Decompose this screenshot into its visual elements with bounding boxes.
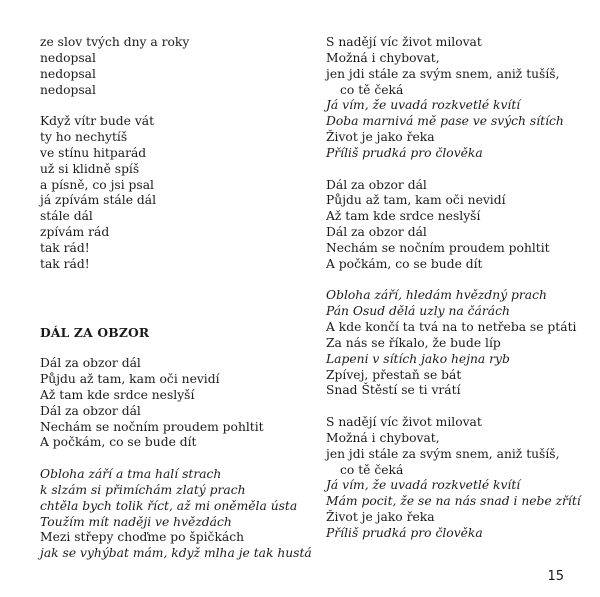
lyric-line: Nechám se nočním proudem pohltit [40,419,264,434]
stanza [326,178,588,273]
lyric-line: ze slov tvých dny a roky [40,35,190,49]
lyric-line: já zpívám stále dál [40,193,157,208]
stanza-gap [326,162,588,178]
lyric-line: ve stínu hitparád [40,145,147,160]
lyric-line-italic: Mám pocit, že se na nás snad i nebe zřítí [326,494,581,509]
lyric-line-italic: Já vím, že uvadá rozkvetlé kvítí [326,98,521,113]
lyric-line: už si klidně spíš [40,161,140,176]
section-gap [40,273,310,325]
lyric-line: A počkám, co se bude dít [326,256,483,271]
left-column [40,35,310,562]
lyric-line: Možná i chybovat, [326,430,440,445]
lyric-line: Až tam kde srdce neslyší [40,387,195,402]
lyric-line: Zpívej, přestaň se bát [326,367,462,382]
lyric-line-italic: k slzám si přimíchám zlatý prach [40,482,246,497]
lyric-line: Život je jako řeka [326,130,435,145]
stanza [326,415,588,542]
page-number: 15 [547,569,564,584]
stanza [40,35,310,98]
lyric-line-italic: Pán Osud dělá uzly na čárách [326,304,510,319]
lyric-line-italic: Obloha září a tma halí strach [40,467,222,482]
stanza-gap [326,399,588,415]
right-column [326,35,588,542]
song-title: DÁL ZA OBZOR [40,324,150,340]
lyric-line: a písně, co jsi psal [40,177,154,192]
lyric-line: Život je jako řeka [326,510,435,525]
lyric-line: Dál za obzor dál [326,225,427,240]
stanza-gap [40,451,310,467]
lyric-line: jen jdi stále za svým snem, aniž tušíš, [326,66,560,81]
lyric-line: S nadějí víc život milovat [326,415,482,430]
stanza-gap [40,98,310,114]
lyric-line: nedopsal [40,82,96,97]
stanza [40,467,310,562]
lyric-line: zpívám rád [40,225,110,240]
lyric-line-italic: Příliš prudká pro člověka [326,526,483,541]
lyric-line: nedopsal [40,66,96,81]
lyric-line: stále dál [40,209,93,224]
lyric-line: Až tam kde srdce neslyší [326,209,481,224]
lyric-line-italic: Obloha září, hledám hvězdný prach [326,288,547,303]
lyric-line-italic: chtěla bych tolik říct, až mi oněměla ústa [40,498,298,513]
lyric-line: S nadějí víc život milovat [326,35,482,49]
lyric-line: Půjdu až tam, kam oči nevidí [326,193,506,208]
stanza-gap [326,273,588,289]
lyric-line: A kde končí ta tvá na to netřeba se ptáti [326,320,577,335]
lyric-line: Když vítr bude vát [40,114,155,129]
lyric-line: jen jdi stále za svým snem, aniž tušíš, [326,446,560,461]
lyric-line: Mezi střepy choďme po špičkách [40,530,245,545]
lyric-line: A počkám, co se bude dít [40,435,197,450]
lyric-line: Dál za obzor dál [40,403,141,418]
lyric-line-italic: jak se vyhýbat mám, když mlha je tak hustá [40,546,312,561]
lyric-line: Nechám se nočním proudem pohltit [326,240,550,255]
lyric-line: Dál za obzor dál [40,356,141,371]
lyric-line: Snad Štěstí se ti vrátí [326,383,461,398]
lyric-line: tak rád! [40,240,90,255]
lyric-line: co tě čeká [340,462,404,477]
lyric-line-italic: Lapeni v sítích jako hejna ryb [326,351,510,366]
stanza [40,356,310,451]
lyric-line-italic: Příliš prudká pro člověka [326,145,483,160]
lyric-line-italic: Doba marnivá mě pase ve svých sítích [326,114,564,129]
lyric-line: Půjdu až tam, kam oči nevidí [40,372,220,387]
stanza-gap [40,340,310,356]
lyric-line: Za nás se říkalo, že bude líp [326,335,501,350]
stanza [326,288,588,399]
lyric-line: co tě čeká [340,82,404,97]
lyric-line: Dál za obzor dál [326,177,427,192]
lyric-line: ty ho nechytíš [40,130,128,145]
stanza [326,35,588,162]
lyric-line-italic: Toužím mít naději ve hvězdách [40,514,232,529]
lyric-line: Možná i chybovat, [326,50,440,65]
lyric-line: tak rád! [40,256,90,271]
lyric-line: nedopsal [40,50,96,65]
lyric-line-italic: Já vím, že uvadá rozkvetlé kvítí [326,478,521,493]
stanza [40,114,310,272]
